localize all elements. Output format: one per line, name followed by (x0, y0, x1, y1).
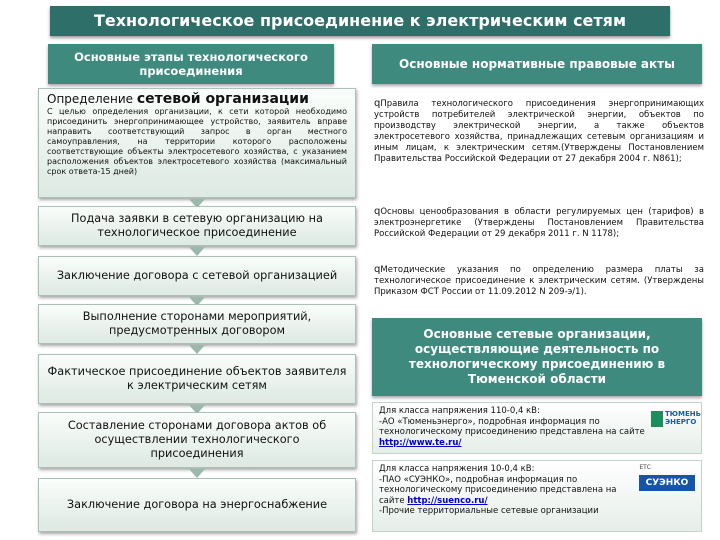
suenco-text: -ПАО «СУЭНКО», подробная информация по технологическому присоединению представлена на сайте http://suenco.ru/ (379, 474, 617, 506)
step-define-network-org (38, 88, 356, 198)
tyumenenergo-text: -АО «Тюменьэнерго», подробная информация по технологическому присоединению представлена на сайте http://www.te.ru/ (379, 416, 645, 448)
bullet-icon: q (374, 206, 381, 217)
act-item-rules: qПравила технологического присоединения энергопринимающих устройств потребителей электрической энергии, объектов по производству электрической энергии, а также объектов электросетевого хозяйства, принадлежащих сетевым организациям и иным лицам, к электрическим сетям.(Утверждены Постановлением Правительства Российской Федерации от 27 декабря 2004 г. N861); (374, 98, 704, 164)
other-orgs-text: -Прочие территориальные сетевые организации (379, 506, 599, 516)
tyumenenergo-info-box (372, 402, 702, 454)
voltage-110-label: Для класса напряжения 110-0,4 кВ: (379, 406, 540, 416)
suenco-info-box (372, 460, 702, 532)
act-item-pricing: qОсновы ценообразования в области регулируемых цен (тарифов) в электроэнергетике (Утверждены Постановлением Правительства Российской Федерации от 29 декабря 2011 г. N 1178); (374, 206, 704, 239)
voltage-10-label: Для класса напряжения 10-0,4 кВ: (379, 464, 535, 474)
tyumenenergo-link[interactable]: http://www.te.ru/ (379, 437, 462, 448)
step-actual-connection: Фактическое присоединение объектов заявителя к электрическим сетям (38, 354, 356, 404)
step-submit-application: Подача заявки в сетевую организацию на технологическое присоединение (38, 206, 356, 246)
network-orgs-header: Основные сетевые организации, осуществляющие деятельность по технологическому присоединению в Тюменской области (372, 318, 702, 396)
down-arrow-icon (189, 469, 205, 478)
down-arrow-icon (189, 345, 205, 354)
page-title: Технологическое присоединение к электрическим сетям (50, 6, 670, 36)
step-draw-up-acts: Составление сторонами договора актов об осуществлении технологического присоединения (38, 412, 356, 468)
suenco-logo: СУЭНКО (639, 475, 695, 491)
bullet-icon: q (374, 98, 381, 109)
step-sign-contract: Заключение договора с сетевой организацией (38, 256, 356, 296)
step-1-description: С целью определения организации, к сети которой необходимо присоединить энергопринимающее устройство, заявитель вправе направить соответствующий запрос в орган местного самоуправления, на территории которого расположены соответствующие объекты электросетевого хозяйства, с указанием расположения объектов электросетевого хозяйства (максимальный срок ответа-15 дней) (47, 107, 347, 176)
down-arrow-icon (189, 247, 205, 256)
bullet-icon: q (374, 264, 381, 275)
step-power-supply-contract: Заключение договора на энергоснабжение (38, 478, 356, 532)
act-item-guidelines: qМетодические указания по определению размера платы за технологическое присоединение к электрическим сетям. (Утверждены Приказом ФСТ России от 11.09.2012 N 209-э/1). (374, 264, 704, 297)
step-1-title: Определение сетевой организации (47, 91, 309, 107)
tyumenenergo-logo: ТЮМЕНЬ ЭНЕРГО (651, 407, 695, 433)
ets-label: ЕТС (639, 464, 651, 471)
tyumenenergo-logo-mark-icon (651, 411, 663, 427)
suenco-link[interactable]: http://suenco.ru/ (407, 495, 488, 506)
stages-header: Основные этапы технологического присоединения (48, 44, 334, 84)
acts-header: Основные нормативные правовые акты (372, 44, 702, 84)
step-perform-measures: Выполнение сторонами мероприятий, предусмотренных договором (38, 304, 356, 344)
